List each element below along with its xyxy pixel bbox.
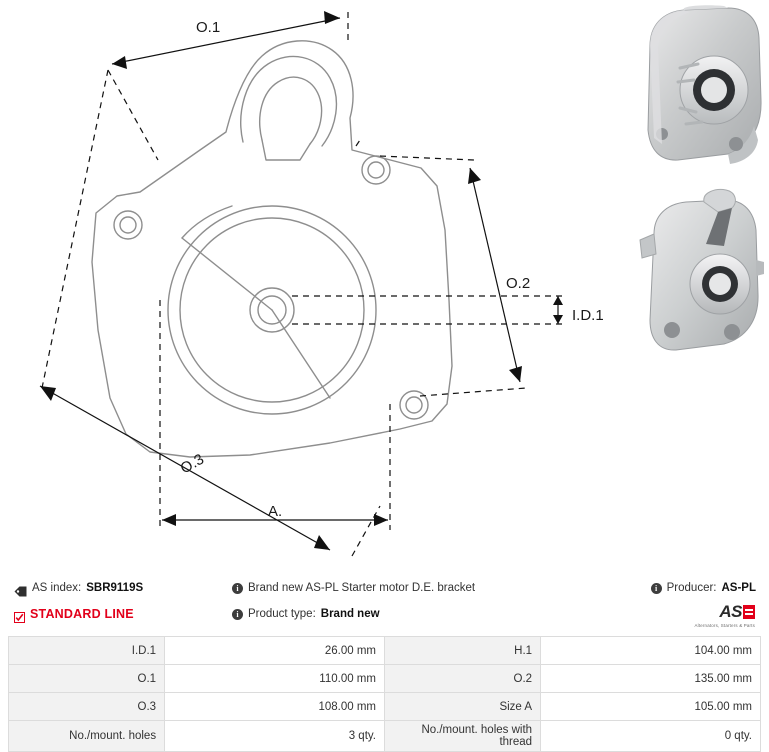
brand-new-description: Brand new AS-PL Starter motor D.E. bracket xyxy=(248,582,476,594)
table-row xyxy=(9,721,761,752)
dimension-label-o2: O.2 xyxy=(506,275,531,292)
spec-key: No./mount. holes with thread xyxy=(384,721,540,752)
spec-key: I.D.1 xyxy=(9,637,165,665)
spec-value: 26.00 mm xyxy=(165,637,385,665)
check-icon xyxy=(14,610,25,621)
brand-new-description-line xyxy=(232,578,522,598)
standard-line-label: STANDARD LINE xyxy=(30,607,134,621)
spec-value: 110.00 mm xyxy=(165,665,385,693)
spec-key: H.1 xyxy=(384,637,540,665)
product-photo-column xyxy=(632,4,767,364)
dimension-label-id1: I.D.1 xyxy=(572,307,604,324)
standard-line-row xyxy=(14,604,234,624)
spec-key: Size A xyxy=(384,693,540,721)
specification-table xyxy=(8,636,761,752)
spec-value: 3 qty. xyxy=(165,721,385,752)
product-type-value: Brand new xyxy=(320,608,380,620)
spec-value: 108.00 mm xyxy=(165,693,385,721)
info-icon: i xyxy=(232,609,243,620)
spec-value: 105.00 mm xyxy=(541,693,761,721)
as-index-value: SBR9119S xyxy=(86,582,144,594)
producer-label: Producer: xyxy=(666,582,717,594)
starter-bracket-photo-top[interactable] xyxy=(632,4,767,180)
dimension-label-o1: O.1 xyxy=(196,19,221,36)
spec-key: O.2 xyxy=(384,665,540,693)
info-icon: i xyxy=(232,583,243,594)
info-icon: i xyxy=(651,583,662,594)
as-index-label: AS index: xyxy=(32,582,82,594)
starter-bracket-photo-bottom[interactable] xyxy=(632,188,767,364)
as-logo-mark xyxy=(743,605,755,619)
table-row xyxy=(9,693,761,721)
producer-value: AS-PL xyxy=(721,582,756,594)
spec-value: 0 qty. xyxy=(541,721,761,752)
product-info-strip xyxy=(0,578,769,630)
as-logo-text: AS xyxy=(719,602,742,621)
tag-icon xyxy=(14,584,27,595)
info-column-index xyxy=(14,578,234,630)
spec-value: 104.00 mm xyxy=(541,637,761,665)
as-pl-logo xyxy=(683,602,755,628)
table-row xyxy=(9,637,761,665)
product-type-label: Product type: xyxy=(248,608,316,620)
spec-value: 135.00 mm xyxy=(541,665,761,693)
info-column-description xyxy=(232,578,522,630)
table-row xyxy=(9,665,761,693)
dimension-label-o3: O.3 xyxy=(177,450,207,478)
spec-key: No./mount. holes xyxy=(9,721,165,752)
producer-line xyxy=(524,578,756,598)
as-index-line xyxy=(14,578,234,598)
spec-key: O.1 xyxy=(9,665,165,693)
product-type-line xyxy=(232,604,522,624)
dimension-label-a: A. xyxy=(268,503,283,520)
spec-key: O.3 xyxy=(9,693,165,721)
as-logo-subtext: Alternators, Starters & Parts xyxy=(694,623,755,628)
